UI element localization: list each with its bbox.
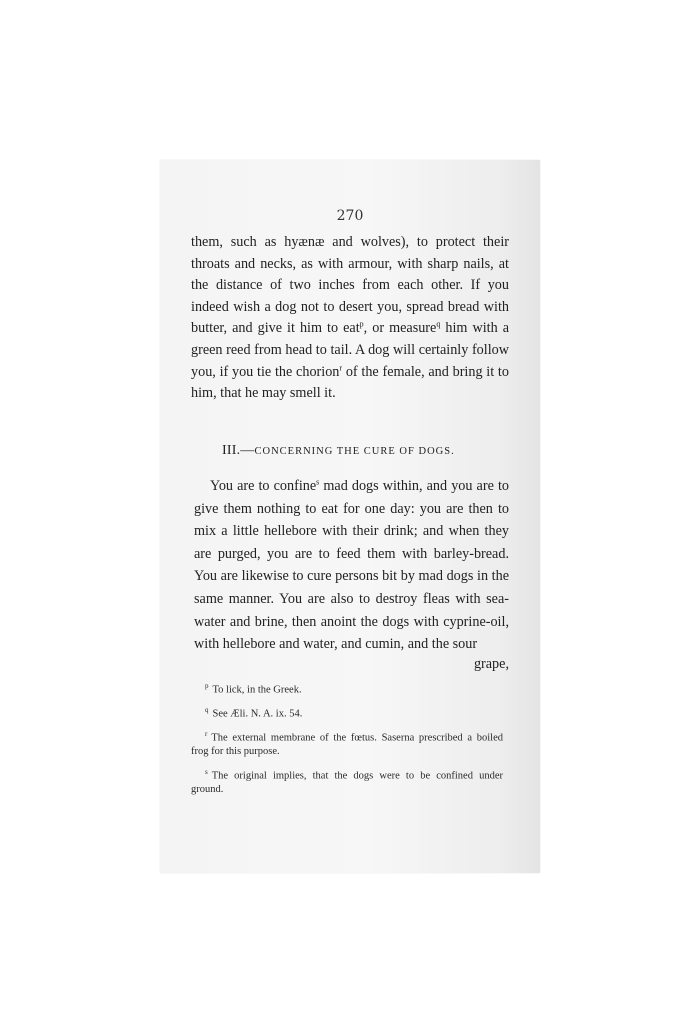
section-numeral: III.— [222, 443, 255, 458]
footnote-ref-r: r [339, 362, 343, 372]
footnote-text: See Æli. N. A. ix. 54. [212, 708, 303, 720]
footnote-mark: r [205, 730, 208, 738]
paragraph-2-text-b: mad dogs within, and you are to give them nothing to eat for one day: you are then to mix a little hellebore with their drink; and when they are purged, you are to feed them with barley-bread. You are likewise to cure persons bit by mad dogs in the same manner. You are also to destroy fleas with sea-water and brine, then anoint the dogs with cyprine-oil, with hellebore and water, and cumin, and the sour [194, 478, 509, 653]
paragraph-1-text-d: of the female, and bring it to him, that he may smell it. [191, 363, 509, 402]
footnote-ref-s: s [316, 477, 320, 487]
footnote-mark: p [205, 682, 209, 690]
footnotes [191, 680, 503, 803]
footnote-r [191, 728, 503, 759]
paragraph-2 [194, 475, 509, 656]
paragraph-2-text-a: You are to confine [210, 478, 317, 494]
footnote-s [191, 766, 503, 797]
footnote-mark: s [205, 767, 208, 776]
footnote-ref-p: p [359, 319, 364, 329]
paragraph-1-text-a: them, such as hyænæ and wolves), to protect their throats and necks, as with armour, with sharp nails, at the distance of two inches from each other. If you indeed wish a dog not to desert you, spread bread with butter, and give it him to eat [191, 234, 509, 337]
footnote-text: To lick, in the Greek. [212, 684, 302, 696]
footnote-mark: q [205, 706, 209, 714]
page-number: 270 [336, 208, 364, 224]
section-title: CONCERNING THE CURE OF DOGS. [254, 446, 455, 457]
paragraph-1-text-c: him with a green reed from head to tail. A dog will certainly follow you, if you tie the chorion [191, 320, 510, 380]
paragraph-1 [191, 232, 509, 405]
catchword: grape, [473, 656, 509, 672]
section-heading [222, 443, 522, 459]
footnote-text: The original implies, that the dogs were to be confined under ground. [191, 770, 503, 795]
book-page [160, 160, 540, 873]
paragraph-1-text [191, 232, 509, 405]
footnote-ref-q: q [436, 319, 441, 329]
footnote-q [191, 704, 503, 721]
footnote-text: The external membrane of the fœtus. Saserna prescribed a boiled frog for this purpose. [191, 732, 503, 757]
paragraph-1-text-b: , or measure [363, 320, 437, 337]
footnote-p [191, 680, 503, 697]
